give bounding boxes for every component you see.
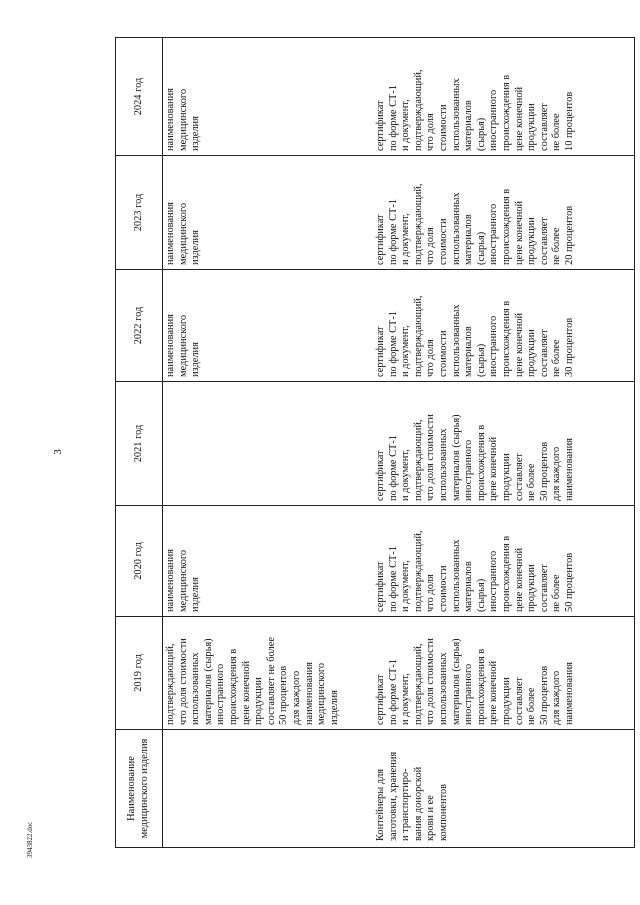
cell-2019: сертификат по форме СТ-1 и документ, подтверждающий, что доля стоимости использованных материалов (сырья) иностранного происхождения в цене конечной продукции составляет не более 50 процентов для каждого наименования	[373, 617, 635, 730]
cell-2024: сертификат по форме СТ-1 и документ, подтверждающий, что доля стоимости использованных материалов (сырья) иностранного происхождения в цене конечной продукции составляет не более 10 процентов	[373, 38, 635, 156]
cell-2020: наименования медицинского изделия	[163, 506, 374, 617]
table-row	[163, 38, 374, 848]
page-number: 3	[52, 449, 64, 455]
table-header-row	[116, 38, 163, 848]
row-device-name	[163, 730, 374, 848]
medical-devices-table	[115, 37, 635, 848]
cell-2020: сертификат по форме СТ-1 и документ, подтверждающий, что доля стоимости использованных материалов (сырья) иностранного происхождения в цене конечной продукции составляет не более 50 процентов	[373, 506, 635, 617]
row-device-name: Контейнеры для заготовки, хранения и транспортиро- вания донорской крови и ее компонентов	[373, 730, 635, 848]
cell-2021: сертификат по форме СТ-1 и документ, подтверждающий, что доля стоимости использованных материалов (сырья) иностранного происхождения в цене конечной продукции составляет не более 50 процентов для каждого наименования	[373, 382, 635, 506]
column-header-2024: 2024 год	[116, 38, 163, 156]
cell-2023: сертификат по форме СТ-1 и документ, подтверждающий, что доля стоимости использованных материалов (сырья) иностранного происхождения в цене конечной продукции составляет не более 20 процентов	[373, 156, 635, 270]
cell-2022: сертификат по форме СТ-1 и документ, подтверждающий, что доля стоимости использованных материалов (сырья) иностранного происхождения в цене конечной продукции составляет не более 30 процентов	[373, 270, 635, 382]
table-row	[373, 38, 635, 848]
document-id-footer: 3943822.doc	[26, 821, 34, 858]
cell-2019: подтверждающий, что доля стоимости использованных материалов (сырья) иностранного происхождения в цене конечной продукции составляет не более 50 процентов для каждого наименования медицинского изделия	[163, 617, 374, 730]
column-header-2021: 2021 год	[116, 382, 163, 506]
table-stage	[60, 38, 640, 848]
column-header-2020: 2020 год	[116, 506, 163, 617]
cell-2021	[163, 382, 374, 506]
column-header-2022: 2022 год	[116, 270, 163, 382]
cell-2024: наименования медицинского изделия	[163, 38, 374, 156]
column-header-2019: 2019 год	[116, 617, 163, 730]
column-header-2023: 2023 год	[116, 156, 163, 270]
cell-2022: наименования медицинского изделия	[163, 270, 374, 382]
column-header-name: Наименование медицинского изделия	[116, 730, 163, 848]
rotated-page	[60, 38, 640, 848]
cell-2023: наименования медицинского изделия	[163, 156, 374, 270]
